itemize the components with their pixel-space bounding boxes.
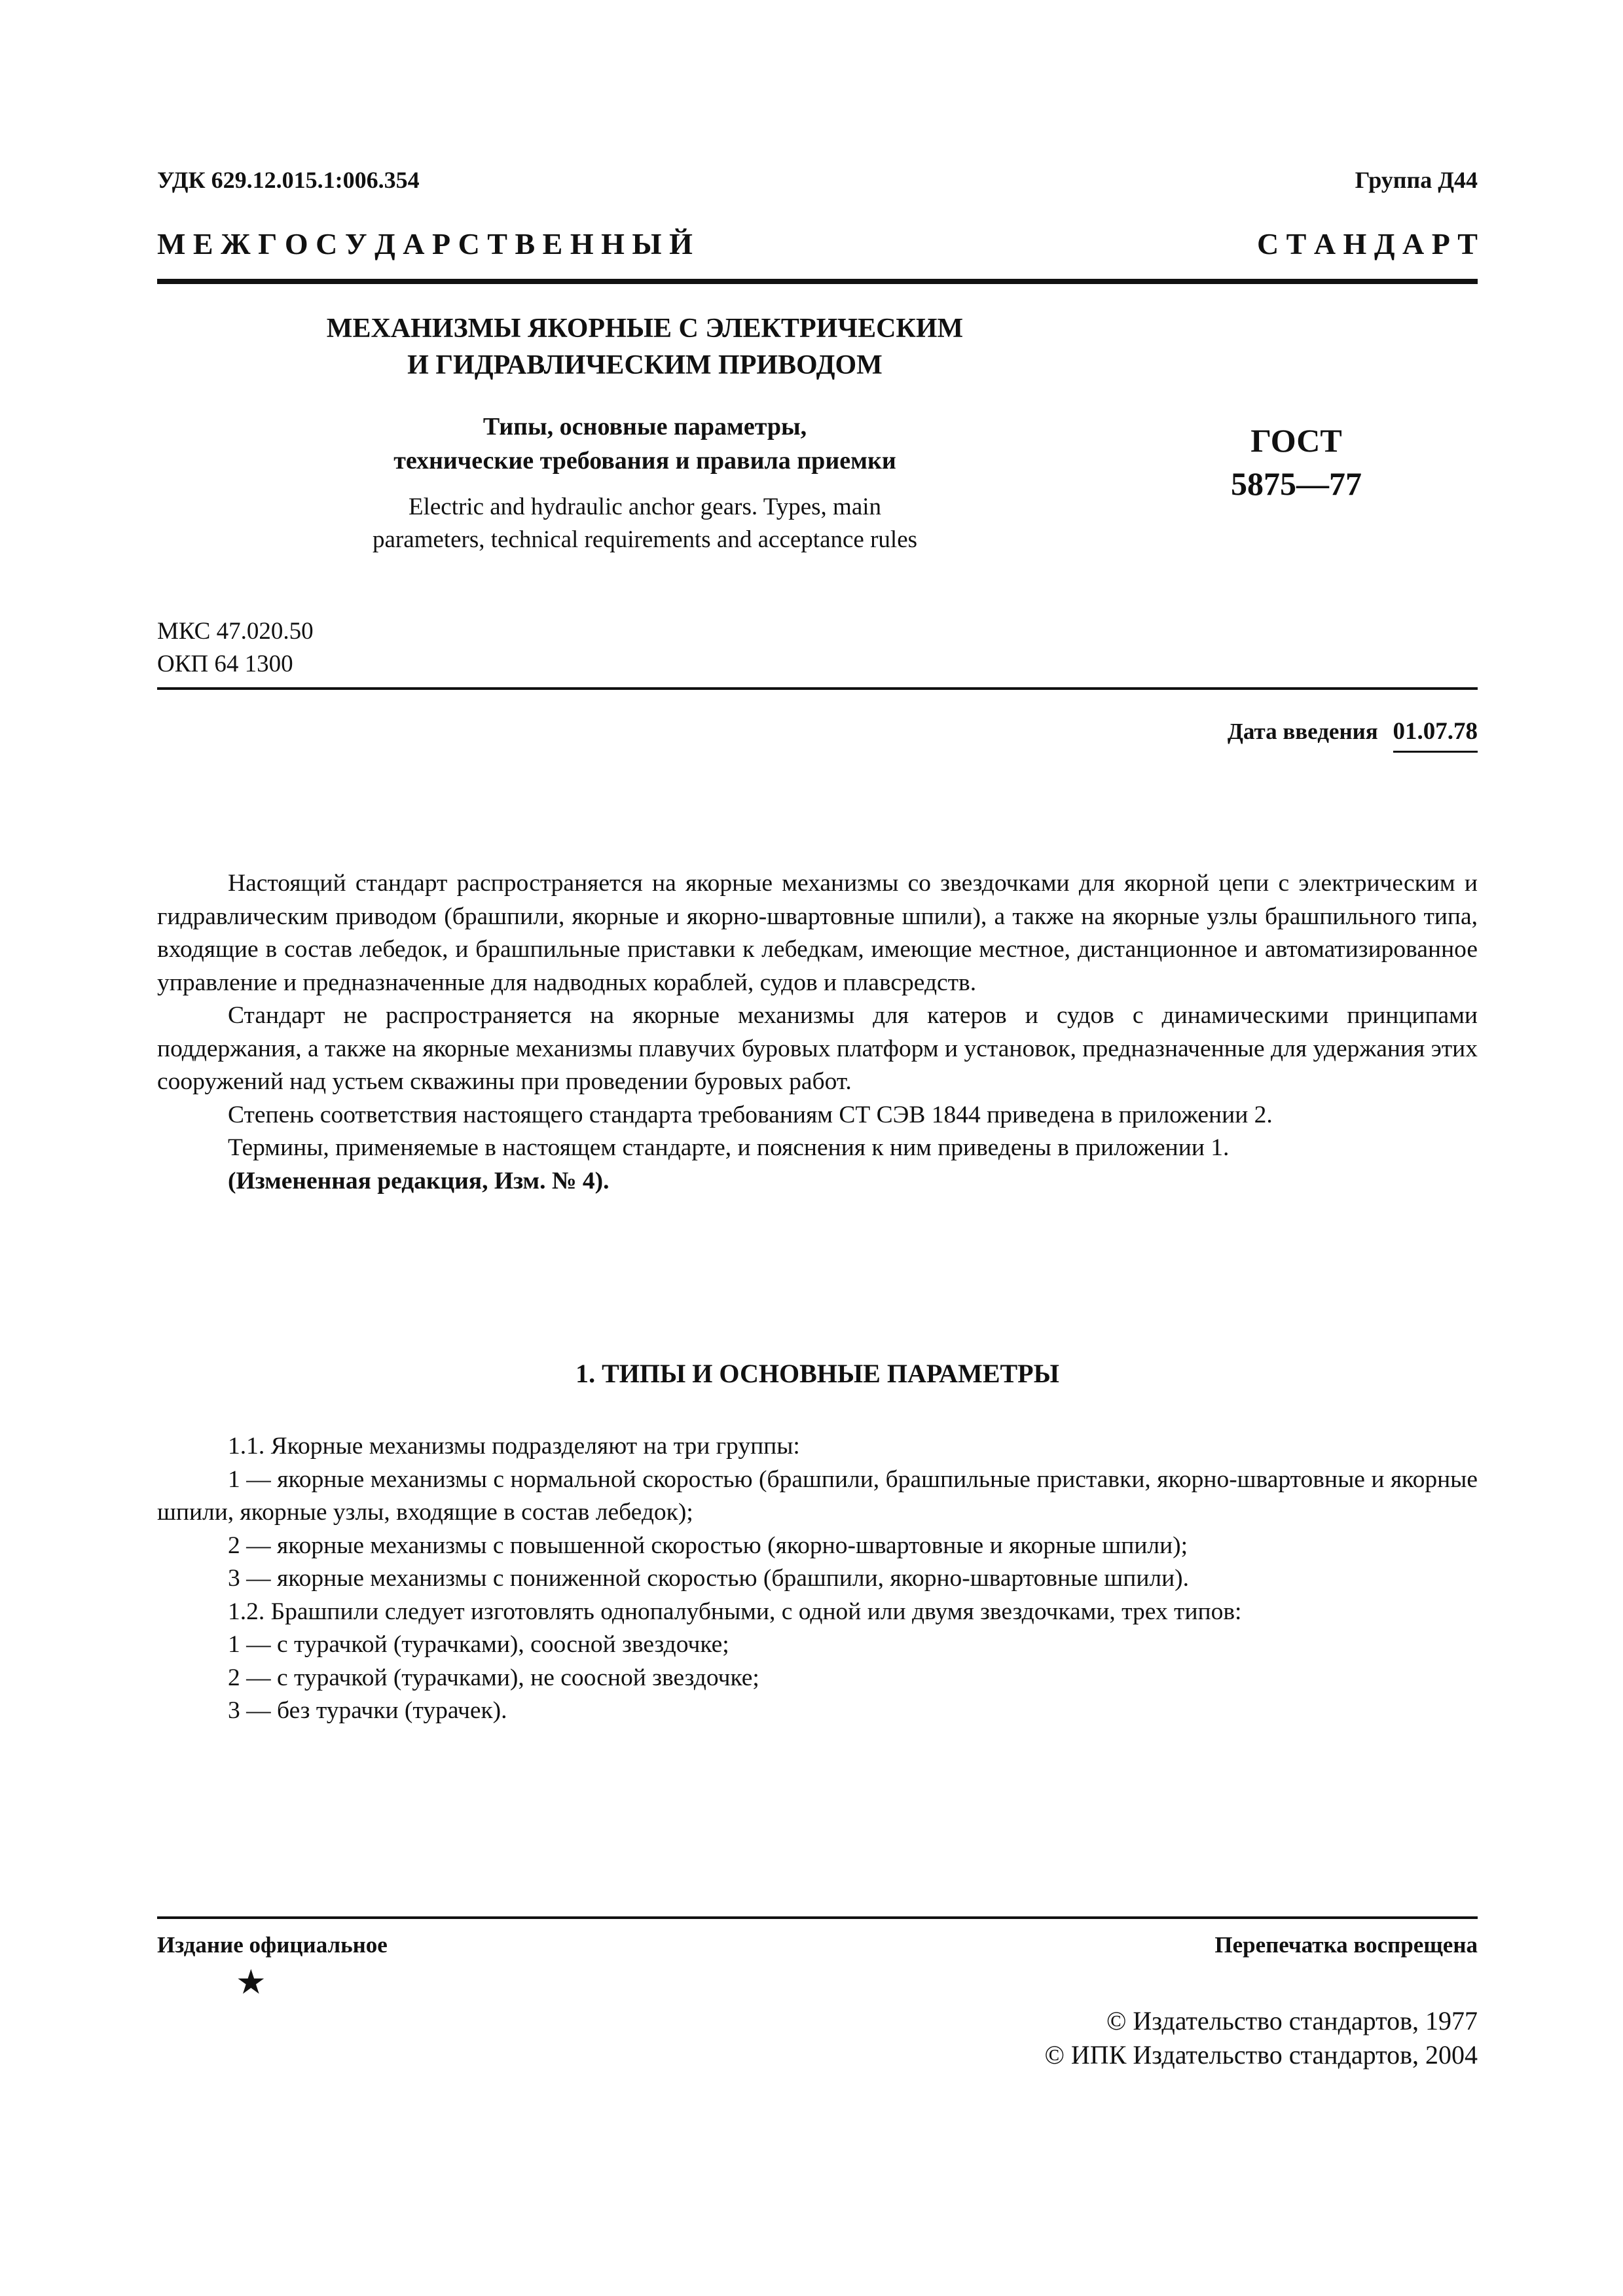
- standard-banner: [157, 224, 1478, 263]
- copyright-2004: © ИПК Издательство стандартов, 2004: [1044, 2040, 1478, 2070]
- list-item: 2 — якорные механизмы с повышенной скоростью (якорно-швартовные и якорные шпили);: [228, 1532, 1188, 1559]
- list-item: 1 — якорные механизмы с нормальной скоростью (брашпили, брашпильные приставки, якорно-швартовные и якорные шпили, якорные узлы, входящие в состав лебедок);: [157, 1465, 1478, 1526]
- date-value: 01.07.78: [1393, 717, 1478, 753]
- paragraph-scope: Настоящий стандарт распространяется на якорные механизмы со звездочками для якорной цепи с электрическим и гидравлическим приводом (брашпили, якорные и якорно-швартовные шпили), а также на якорные узлы брашпильного типа, входящие в состав лебедок, и брашпильные приставки к лебедкам, имеющие местное, дистанционное и автоматизированное управление и предназначенные для надводных кораблей, судов и плавсредств.: [157, 870, 1478, 996]
- mks-code: МКС 47.020.50: [157, 618, 314, 645]
- list-item: 2 — с турачкой (турачками), не соосной звездочке;: [228, 1664, 759, 1691]
- banner-standard: С Т А Н Д А Р Т: [1256, 226, 1478, 260]
- copyright-block: [1045, 2004, 1478, 2072]
- paragraph-amendment: (Измененная редакция, Изм. № 4).: [228, 1167, 610, 1194]
- list-item: 1.1. Якорные механизмы подразделяют на три группы:: [228, 1433, 800, 1460]
- section-list: [157, 1430, 1478, 1728]
- english-line-2: parameters, technical requirements and acceptance rules: [372, 526, 918, 553]
- banner-interstate: М Е Ж Г О С У Д А Р С Т В Е Н Н Ы Й: [157, 226, 693, 260]
- list-item: 3 — якорные механизмы с пониженной скоростью (брашпили, якорно-швартовные шпили).: [228, 1565, 1190, 1592]
- body-text: [157, 867, 1478, 1198]
- paragraph-exclusions: Стандарт не распространяется на якорные механизмы для катеров и судов с динамическими принципами поддержания, а также на якорные механизмы плавучих буровых платформ и установок, предназначенные для удержания этих сооружений над устьем скважины при проведении буровых работ.: [157, 1002, 1478, 1095]
- title-line-2: И ГИДРАВЛИЧЕСКИМ ПРИВОДОМ: [407, 350, 883, 380]
- gost-designation: [1165, 419, 1427, 505]
- paragraph-terms: Термины, применяемые в настоящем стандарте, и пояснения к ним приведены в приложении 1.: [228, 1134, 1230, 1161]
- date-label: Дата введения: [1227, 719, 1378, 744]
- classification-codes: [157, 615, 314, 681]
- introduction-date: [1228, 717, 1478, 753]
- subtitle-line-2: технические требования и правила приемки: [393, 447, 896, 475]
- official-edition: Издание официальное: [157, 1932, 388, 1958]
- group-code: Группа Д44: [1355, 167, 1478, 193]
- subtitle-line-1: Типы, основные параметры,: [483, 413, 807, 440]
- header-rule: [157, 279, 1478, 284]
- star-icon: ★: [236, 1964, 266, 2001]
- footer-rule: [157, 1916, 1478, 1919]
- okp-code: ОКП 64 1300: [157, 651, 293, 677]
- english-line-1: Electric and hydraulic anchor gears. Types, main: [408, 493, 882, 520]
- udk-code: УДК 629.12.015.1:006.354: [157, 167, 420, 193]
- list-item: 1 — с турачкой (турачками), соосной звездочке;: [228, 1631, 729, 1658]
- document-title: [262, 310, 1028, 384]
- gost-label: ГОСТ: [1250, 422, 1342, 459]
- reprint-prohibited: Перепечатка воспрещена: [1214, 1932, 1478, 1958]
- section-heading: 1. ТИПЫ И ОСНОВНЫЕ ПАРАМЕТРЫ: [575, 1359, 1059, 1388]
- paragraph-conformity: Степень соответствия настоящего стандарта требованиям СТ СЭВ 1844 приведена в приложении 2.: [228, 1101, 1273, 1128]
- document-subtitle: [262, 410, 1028, 478]
- gost-number: 5875—77: [1231, 465, 1362, 502]
- english-title: [262, 491, 1028, 556]
- codes-rule: [157, 687, 1478, 690]
- copyright-1977: © Издательство стандартов, 1977: [1106, 2006, 1478, 2036]
- list-item: 3 — без турачки (турачек).: [228, 1697, 507, 1724]
- title-line-1: МЕХАНИЗМЫ ЯКОРНЫЕ С ЭЛЕКТРИЧЕСКИМ: [326, 314, 964, 344]
- list-item: 1.2. Брашпили следует изготовлять однопалубными, с одной или двумя звездочками, трех типов:: [228, 1598, 1242, 1625]
